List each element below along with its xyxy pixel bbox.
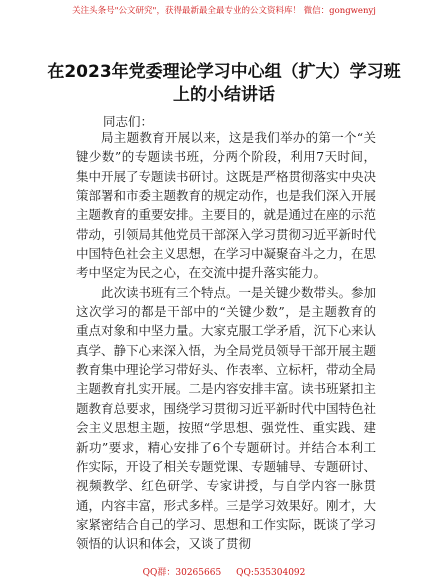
- footer-qq-group: QQ群：30265665: [142, 568, 222, 578]
- header-note: 关注头条号"公文研究"，获得最新最全最专业的公文资料库！ 微信：gongwenyj: [72, 6, 376, 16]
- document-title-line-1: 在2023年党委理论学习中心组（扩大）学习班: [47, 62, 401, 82]
- document-title-line-2: 上的小结讲话: [173, 85, 275, 105]
- salutation: 同志们：: [103, 114, 154, 129]
- paragraph-2: 此次读书班有三个特点。一是关键少数带头。参加这次学习的都是干部中的“关键少数”，是主题教育的重点对象和中坚力量。大家克服工学矛盾，沉下心来认真学、静下心来深入悟，为全局党员领导干部开展主题教育集中理论学习带好头、作表率、立标杆，带动全局主题教育扎实开展。二是内容安排丰富。读书班紧扣主题教育总要求，围绕学习贯彻习近平新时代中国特色社会主义思想主题，按照“学思想、强党性、重实践、建新功”要求，精心安排了6个专题研讨。并结合本利工作实际，开设了相关专题党课、专题辅导、专题研讨、视频教学、红色研学、专家讲授，与自学内容一脉贯通，内容丰富，形式多样。三是学习效果好。刚才，大家紧密结合自己的学习、思想和工作实际，既谈了学习领悟的认识和体会，又谈了贯彻: [76, 284, 377, 552]
- footer-qq: QQ:535304092: [236, 568, 306, 578]
- document-body: [76, 128, 376, 554]
- footer-contact: [0, 565, 448, 578]
- paragraph-1: 局主题教育开展以来，这是我们举办的第一个“关键少数”的专题读书班，分两个阶段，利用7天时间，集中开展了专题读书研讨。这既是严格贯彻落实中央决策部署和市委主题教育的规定动作，也是我们深入开展主题教育的重要安排。主要目的，就是通过在座的示范带动，引领局其他党员干部深入学习贯彻习近平新时代中国特色社会主义思想，在学习中凝聚奋斗之力，在思考中坚定为民之心，在交流中提升落实能力。: [76, 130, 377, 281]
